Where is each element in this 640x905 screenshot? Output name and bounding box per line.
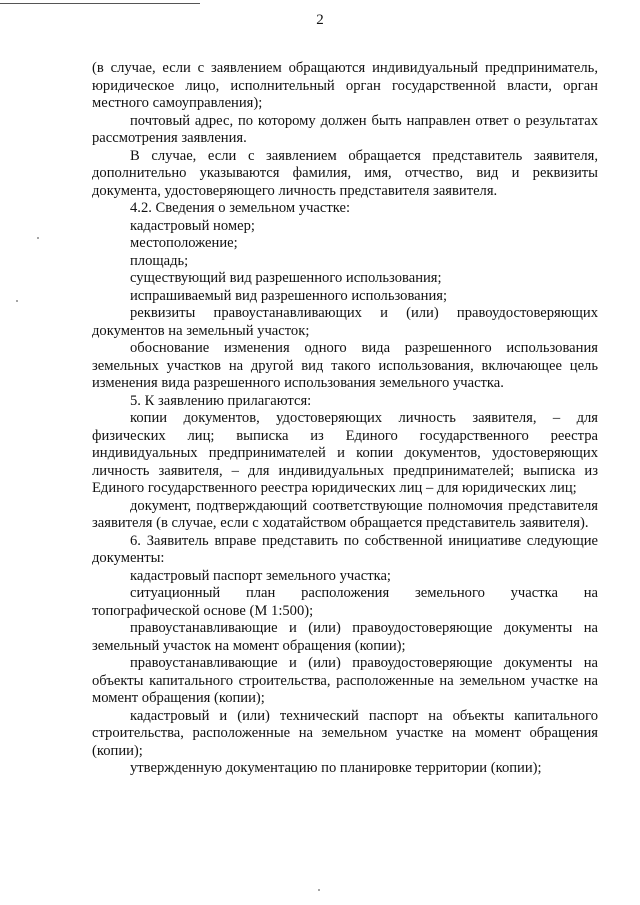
- list-item-identity-copies: копии документов, удостоверяющих личность заявителя, – для физических лиц; выписка из Единого государственного реестра индивидуальных предпринимателей и копии документов, удостоверяющих личность заявителя, – для индивидуальных предпринимателей; выписка из Единого государственного реестра юридических лиц – для юридических лиц;: [92, 410, 598, 496]
- list-item-situation-plan: ситуационный план расположения земельного участка на топографической основе (М 1:500);: [92, 585, 598, 619]
- paragraph-applicant-note: (в случае, если с заявлением обращаются индивидуальный предприниматель, юридическое лицо, исполнительный орган государственной власти, орган местного самоуправления);: [92, 60, 598, 111]
- list-item-title-documents: реквизиты правоустанавливающих и (или) правоудостоверяющих документов на земельный участок;: [92, 305, 598, 339]
- list-item-justification: обоснование изменения одного вида разрешенного использования земельных участков на другой вид такого использования, включающее цель изменения вида разрешенного использования земельного участка.: [92, 340, 598, 391]
- list-item-area: площадь;: [130, 252, 189, 269]
- list-item-requested-use: испрашиваемый вид разрешенного использования;: [130, 287, 448, 304]
- list-item-cadastral-number: кадастровый номер;: [130, 217, 255, 234]
- list-item-planning-documentation: утвержденную документацию по планировке территории (копии);: [130, 760, 542, 776]
- list-item-existing-use: существующий вид разрешенного использования;: [130, 270, 442, 286]
- scan-speck: [16, 300, 18, 302]
- list-item-land-title-documents: правоустанавливающие и (или) правоудостоверяющие документы на земельный участок на момент обращения (копии);: [92, 620, 598, 654]
- list-item-location: местоположение;: [130, 235, 238, 251]
- section-heading-land-info: 4.2. Сведения о земельном участке:: [130, 200, 351, 216]
- document-body: [92, 60, 598, 778]
- page-number: 2: [316, 12, 324, 28]
- section-heading-attachments: 5. К заявлению прилагаются:: [130, 392, 312, 409]
- list-item-authority-document: документ, подтверждающий соответствующие полномочия представителя заявителя (в случае, если с ходатайством обращается представитель заявителя).: [92, 497, 598, 531]
- top-edge-line: [0, 3, 200, 4]
- list-item-technical-passport: кадастровый и (или) технический паспорт на объекты капитального строительства, расположенные на земельном участке на момент обращения (копии);: [92, 707, 598, 759]
- paragraph-representative: В случае, если с заявлением обращается представитель заявителя, дополнительно указываются фамилия, имя, отчество, вид и реквизиты документа, удостоверяющего личность представителя заявителя.: [92, 147, 598, 199]
- paragraph-postal-address: почтовый адрес, по которому должен быть направлен ответ о результатах рассмотрения заявления.: [92, 112, 598, 146]
- section-heading-optional-documents: 6. Заявитель вправе представить по собственной инициативе следующие документы:: [92, 532, 598, 566]
- scan-speck: [37, 237, 39, 239]
- scan-speck: [318, 889, 320, 891]
- list-item-cadastral-passport: кадастровый паспорт земельного участка;: [130, 567, 391, 584]
- list-item-building-title-documents: правоустанавливающие и (или) правоудостоверяющие документы на объекты капитального строительства, расположенные на земельном участке на момент обращения (копии);: [92, 655, 598, 706]
